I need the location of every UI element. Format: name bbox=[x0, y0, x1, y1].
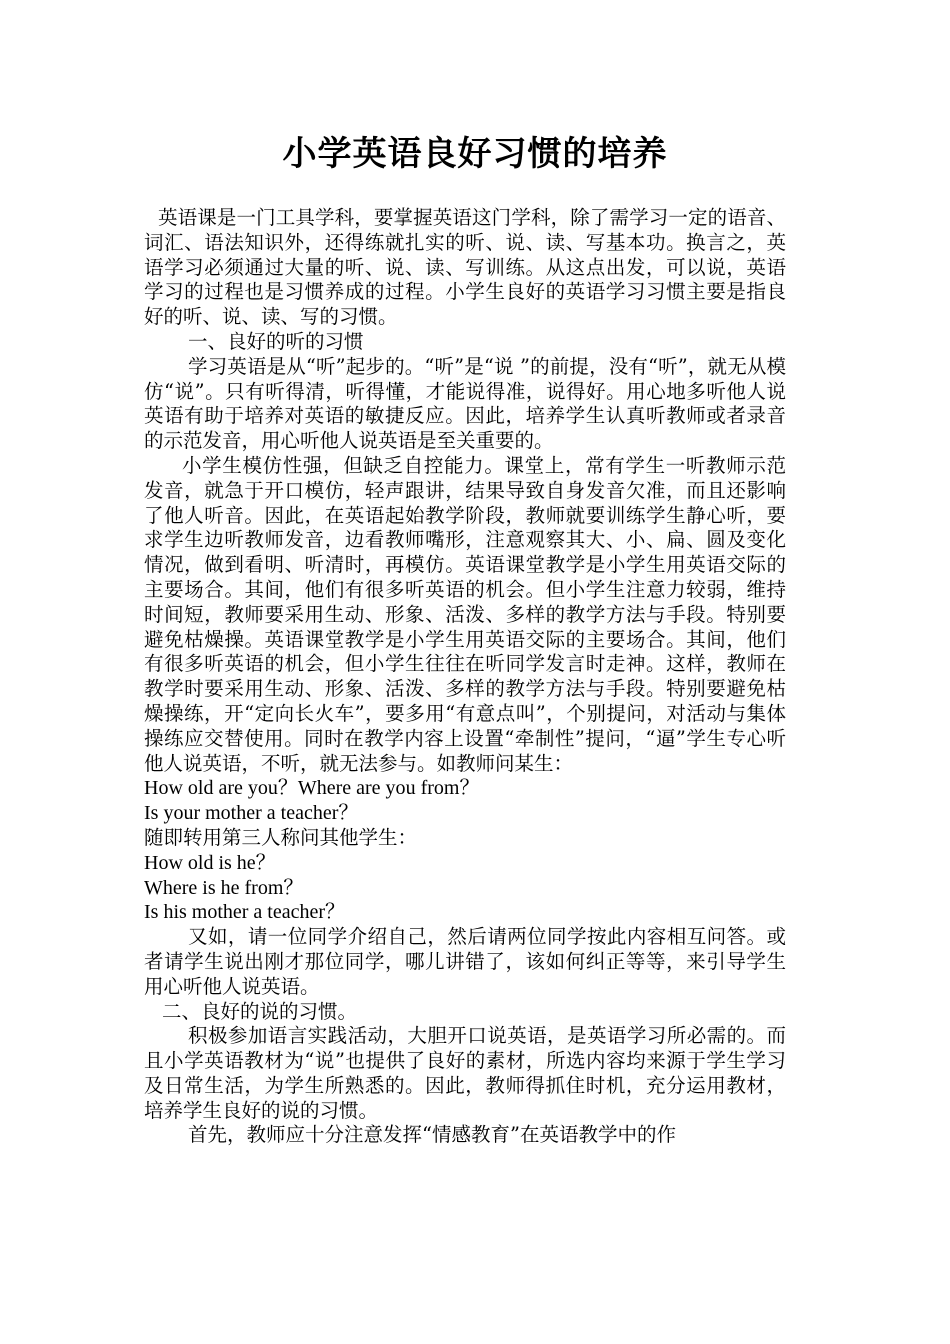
paragraph: 积极参加语言实践活动，大胆开口说英语，是英语学习所必需的。而且小学英语教材为“说”也提供了良好的素材，所选内容均来源于学生学习及日常生活，为学生所熟悉的。因此，教师得抓住时机，充分运用教材，培养学生良好的说的习惯。 bbox=[144, 1024, 786, 1122]
english-example-line: Is your mother a teacher？ bbox=[144, 802, 359, 825]
intro-paragraph: 英语课是一门工具学科，要掌握英语这门学科，除了需学习一定的语音、词汇、语法知识外，还得练就扎实的听、说、读、写基本功。换言之，英语学习必须通过大量的听、说、读、写训练。从这点出发，可以说，英语学习的过程也是习惯养成的过程。小学生良好的英语学习习惯主要是指良好的听、说、读、写的习惯。 bbox=[144, 206, 786, 329]
paragraph: 随即转用第三人称问其他学生： bbox=[144, 825, 418, 849]
paragraph: 小学生模仿性强，但缺乏自控能力。课堂上，常有学生一听教师示范发音，就急于开口模仿，轻声跟讲，结果导致自身发音欠准，而且还影响了他人听音。因此，在英语起始教学阶段，教师就要训练学生静心听，要求学生边听教师发音，边看教师嘴形，注意观察其大、小、扁、圆及变化情况，做到看明、听清时，再模仿。英语课堂教学是小学生用英语交际的主要场合。其间，他们有很多听英语的机会。但小学生注意力较弱，维持时间短，教师要采用生动、形象、活泼、多样的教学方法与手段。特别要避免枯燥操。英语课堂教学是小学生用英语交际的主要场合。其间，他们有很多听英语的机会，但小学生往往在听同学发言时走神。这样，教师在教学时要采用生动、形象、活泼、多样的教学方法与手段。特别要避免枯燥操练，开“定向长火车”，要多用“有意点叫”，个别提问，对活动与集体操练应交替使用。同时在教学内容上设置“牵制性”提问，“逼”学生专心听他人说英语，不听，就无法参与。如教师问某生： bbox=[144, 453, 786, 775]
paragraph: 又如，请一位同学介绍自己，然后请两位同学按此内容相互问答。或者请学生说出刚才那位同学，哪儿讲错了，该如何纠正等等，来引导学生用心听他人说英语。 bbox=[144, 925, 786, 998]
section-heading-speaking: 二、良好的说的习惯。 bbox=[162, 999, 358, 1023]
section-heading-listening: 一、良好的听的习惯 bbox=[188, 329, 364, 353]
english-example-line: Is his mother a teacher？ bbox=[144, 901, 346, 924]
english-example-line: How old is he？ bbox=[144, 851, 276, 874]
document-title: 小学英语良好习惯的培养 bbox=[282, 134, 668, 174]
paragraph: 首先，教师应十分注意发挥“情感教育”在英语教学中的作 bbox=[188, 1123, 676, 1147]
english-example-line: Where is he from？ bbox=[144, 876, 304, 899]
document-body bbox=[144, 206, 786, 1148]
paragraph: 学习英语是从“听”起步的。“听”是“说 ”的前提，没有“听”，就无从模仿“说”。只有听得清，听得懂，才能说得准，说得好。用心地多听他人说英语有助于培养对英语的敏捷反应。因此，培养学生认真听教师或者录音的示范发音，用心听他人说英语是至关重要的。 bbox=[144, 354, 786, 453]
english-example-line: How old are you？Where are you from？ bbox=[144, 777, 480, 800]
